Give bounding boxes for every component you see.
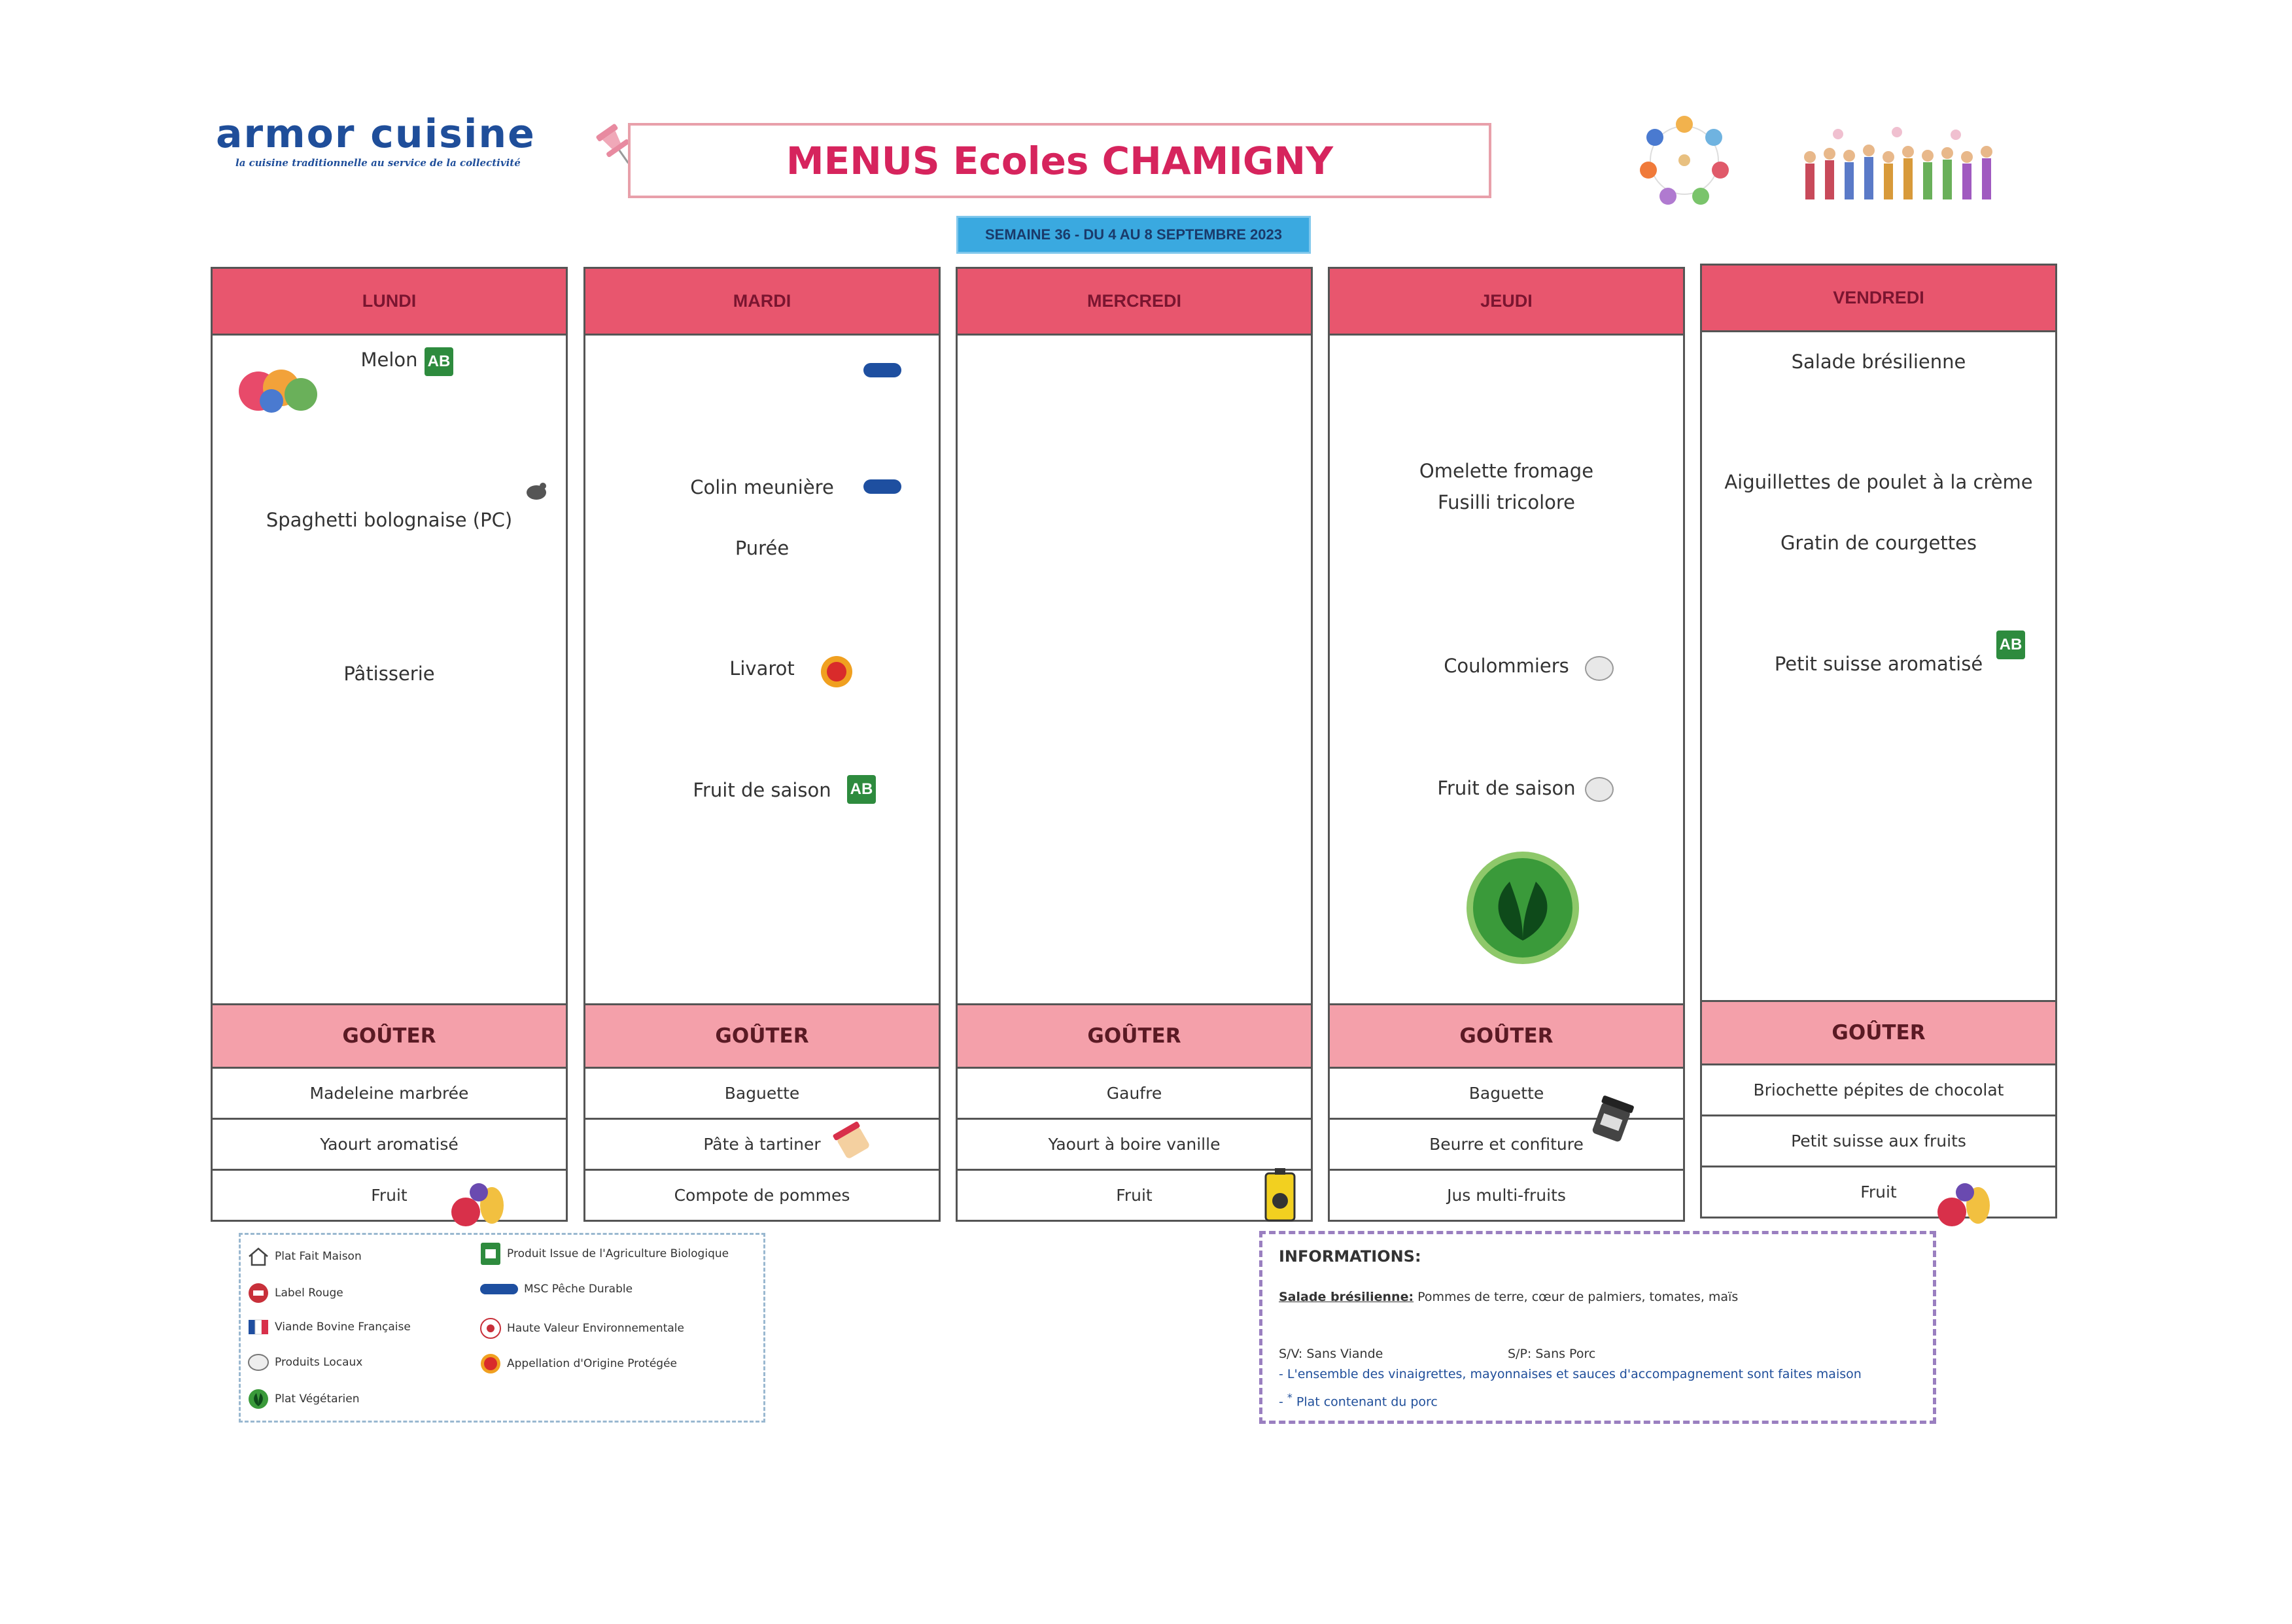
gouter-label: GOÛTER [1459,1024,1554,1048]
dish-name: Purée [735,537,790,559]
dish-name: Pâtisserie [343,663,435,685]
day-menu [1328,336,1685,1009]
ab-icon [479,1241,502,1266]
dish-name: Coulommiers [1444,655,1569,677]
children-row-illustration [1799,124,2008,209]
gouter-item: Baguette [1328,1069,1685,1120]
aop-icon [821,656,852,687]
gouter-header [956,1003,1313,1069]
day-header [211,267,568,336]
gouter-item: Petit suisse aux fruits [1700,1116,2057,1167]
ab-badge-label: AB [850,780,873,798]
dish-line [585,537,939,559]
dish-line [585,779,939,801]
legend-label: Haute Valeur Environnementale [507,1322,684,1335]
day-menu [1700,332,2057,1006]
gouter-item: Yaourt aromatisé [211,1120,568,1171]
gouter-header [1328,1003,1685,1069]
house-icon [247,1247,269,1266]
dish-name: Spaghetti bolognaise (PC) [266,509,513,531]
legend-item [247,1247,362,1266]
dish-name: Fusilli tricolore [1438,491,1575,513]
dish-name: Petit suisse aromatisé [1774,653,1983,675]
title-box [628,123,1491,198]
french-beef-icon [247,1317,269,1337]
day-label: LUNDI [362,291,417,311]
info-title: INFORMATIONS: [1279,1247,1421,1266]
pork-asterisk: * [1287,1391,1293,1404]
legend-item [479,1282,633,1296]
day-label: VENDREDI [1833,288,1924,307]
local-products-icon [247,1353,269,1372]
ab-badge-icon [425,347,453,376]
msc-icon [863,363,901,377]
legend-label: Produit Issue de l'Agriculture Biologique [507,1247,729,1260]
pork-icon [523,479,549,504]
dish-name: Salade brésilienne [1791,351,1966,373]
legend-label: Label Rouge [275,1287,343,1300]
dish-line [1702,471,2055,493]
brand-logo [216,111,543,169]
info-note-prefix: - [1279,1394,1287,1409]
dish-line [1702,532,2055,554]
label-rouge-icon [247,1282,269,1304]
msc-icon [863,479,901,494]
day-header [1328,267,1685,336]
msc-icon [479,1282,519,1296]
dish-name: Livarot [729,657,795,680]
drink-bottle-icon [1262,1167,1298,1226]
legend-item [247,1282,343,1304]
day-header [583,267,941,336]
spread-jar-icon [829,1117,875,1166]
dish-name: Aiguillettes de poulet à la crème [1724,471,2033,493]
info-salade-label: Salade brésilienne: [1279,1290,1414,1304]
dish-name: Melon [360,349,418,371]
gouter-header [583,1003,941,1069]
legend-item [247,1317,411,1337]
dish-name: Gratin de courgettes [1780,532,1977,554]
legend-label: Viande Bovine Française [275,1321,411,1334]
jam-jar-icon [1589,1094,1635,1147]
kids-circle-illustration [1629,108,1740,213]
brand-tagline: la cuisine traditionnelle au service de la collectivité [235,157,521,169]
dish-line [1330,460,1683,482]
ab-badge-icon [1996,631,2025,659]
dish-line [1330,491,1683,513]
dish-line [213,663,566,685]
aop-icon [479,1353,502,1375]
gouter-item: Beurre et confiture [1328,1120,1685,1171]
gouter-item: Fruit [211,1171,568,1222]
info-sv: S/V: Sans Viande [1279,1347,1383,1361]
page-title: MENUS Ecoles CHAMIGNY [786,138,1334,183]
brand-name: armor cuisine [216,111,536,157]
gouter-label: GOÛTER [1087,1024,1181,1048]
week-label: SEMAINE 36 - DU 4 AU 8 SEPTEMBRE 2023 [985,226,1282,243]
fruits-icon [1932,1176,1998,1237]
gouter-item: Gaufre [956,1069,1313,1120]
day-menu [956,336,1313,1009]
week-badge [956,216,1311,254]
gouter-item: Yaourt à boire vanille [956,1120,1313,1171]
legend-label: Plat Fait Maison [275,1250,362,1263]
legend-item [479,1241,729,1266]
legend-item [479,1353,677,1375]
dish-name: Fruit de saison [693,779,831,801]
legend-item [479,1317,684,1339]
gouter-item: Briochette pépites de chocolat [1700,1065,2057,1116]
gouter-item: Compote de pommes [583,1171,941,1222]
day-label: MERCREDI [1086,291,1181,311]
gouter-item: Baguette [583,1069,941,1120]
legend-label: MSC Pêche Durable [524,1283,633,1296]
legend-item [247,1353,362,1372]
dish-name: Fruit de saison [1437,777,1576,799]
day-header [1700,264,2057,332]
dish-line [585,657,939,680]
day-label: JEUDI [1480,291,1533,311]
gouter-header [211,1003,568,1069]
info-salade-text: Pommes de terre, cœur de palmiers, tomates, maïs [1414,1290,1739,1304]
gouter-label: GOÛTER [342,1024,436,1048]
fruit-splash-logo [232,362,324,423]
local-products-icon [1585,656,1614,681]
gouter-item: Pâte à tartiner [583,1120,941,1171]
info-sp: S/P: Sans Porc [1508,1347,1596,1361]
gouter-item: Fruit [956,1171,1313,1222]
ab-badge-label: AB [1999,636,2023,653]
day-header [956,267,1313,336]
dish-name: Colin meunière [690,476,834,498]
legend-item [247,1388,360,1410]
gouter-label: GOÛTER [1832,1021,1926,1045]
information-box [1259,1231,1936,1424]
legend-label: Appellation d'Origine Protégée [507,1357,678,1370]
legend-label: Plat Végétarien [275,1392,360,1406]
day-menu [583,336,941,1009]
legend-box [239,1233,765,1423]
ab-badge-icon [847,775,876,804]
ab-badge-label: AB [427,353,451,370]
dish-name: Omelette fromage [1419,460,1594,482]
info-note-pork [1279,1391,1438,1409]
info-salade-line [1279,1290,1738,1304]
legend-label: Produits Locaux [275,1356,363,1369]
fruits-icon [446,1176,512,1237]
info-note-pork-text: Plat contenant du porc [1292,1394,1438,1409]
day-menu [211,336,568,1009]
gouter-header [1700,1000,2057,1065]
hve-icon [479,1317,502,1339]
gouter-label: GOÛTER [715,1024,809,1048]
gouter-item: Fruit [1700,1167,2057,1218]
dish-line [1702,351,2055,373]
dish-line [1330,655,1683,677]
gouter-item: Jus multi-fruits [1328,1171,1685,1222]
gouter-item: Madeleine marbrée [211,1069,568,1120]
local-products-icon [1585,777,1614,802]
day-label: MARDI [733,291,791,311]
dish-line [213,509,566,531]
vegetarian-badge-icon [1457,849,1588,969]
dish-line [1330,777,1683,799]
vegetarian-icon [247,1388,269,1410]
info-note-homemade: - L'ensemble des vinaigrettes, mayonnaises et sauces d'accompagnement sont faites maison [1279,1367,1862,1381]
